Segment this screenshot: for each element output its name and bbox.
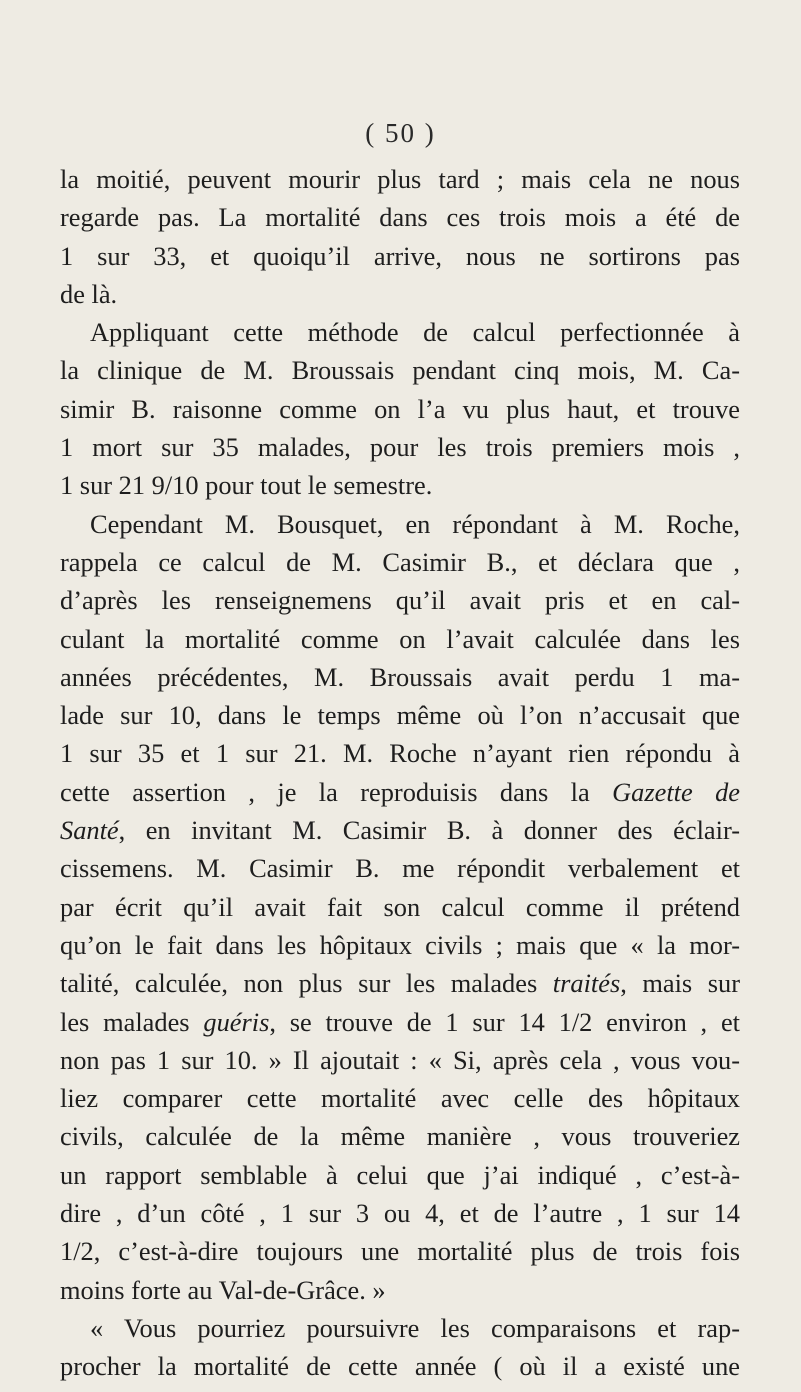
text-line xyxy=(60,505,740,543)
text-segment: , en invitant M. Casimir B. à donner des éclair- xyxy=(118,815,740,846)
text-line xyxy=(60,620,740,658)
text-segment: 1 mort sur 35 malades, pour les trois premiers mois , xyxy=(60,432,740,463)
text-segment: regarde pas. La mortalité dans ces trois mois a été de xyxy=(60,202,740,233)
text-segment: 1 sur 33, et quoiqu’il arrive, nous ne sortirons pas xyxy=(60,240,740,271)
text-line xyxy=(60,390,740,428)
italic-text: guéris xyxy=(203,1006,270,1037)
text-line xyxy=(60,811,740,849)
text-line xyxy=(60,926,740,964)
text-line xyxy=(60,198,740,236)
text-segment: un rapport semblable à celui que j’ai indiqué , c’est-à- xyxy=(60,1159,740,1190)
text-line xyxy=(60,1041,740,1079)
text-line xyxy=(60,313,740,351)
text-segment: non pas 1 sur 10. » Il ajoutait : « Si, après cela , vous vou- xyxy=(60,1044,740,1075)
italic-text: Gazette de xyxy=(612,776,741,807)
text-segment: qu’on le fait dans les hôpitaux civils ; mais que « la mor- xyxy=(60,929,740,960)
text-line xyxy=(60,849,740,887)
text-line xyxy=(60,1309,740,1347)
text-line xyxy=(60,696,740,734)
italic-text: Santé xyxy=(60,815,119,846)
text-segment: cissemens. M. Casimir B. me répondit verbalement et xyxy=(60,853,740,884)
text-segment: années précédentes, M. Broussais avait perdu 1 ma- xyxy=(60,661,740,692)
text-segment: la clinique de M. Broussais pendant cinq mois, M. Ca- xyxy=(60,355,740,386)
page-number: ( 50 ) xyxy=(365,118,436,148)
text-segment: la moitié, peuvent mourir plus tard ; mais cela ne nous xyxy=(60,164,740,194)
text-segment: lade sur 10, dans le temps même où l’on n’accusait que xyxy=(60,700,740,731)
text-segment: , mais sur xyxy=(620,968,740,999)
text-segment: cette assertion , je la reproduisis dans la xyxy=(60,776,613,807)
text-segment: moins forte au Val-de-Grâce. » xyxy=(60,1274,386,1305)
text-line xyxy=(60,428,740,466)
text-segment: 1 sur 35 et 1 sur 21. M. Roche n’ayant rien répondu à xyxy=(60,738,740,769)
body-text xyxy=(60,160,740,1386)
text-line xyxy=(60,964,740,1002)
text-segment: , se trouve de 1 sur 14 1/2 environ , et xyxy=(269,1006,740,1037)
text-segment: rappela ce calcul de M. Casimir B., et déclara que , xyxy=(60,546,740,577)
text-segment: les malades xyxy=(60,1006,204,1037)
text-segment: « Vous pourriez poursuivre les comparaisons et rap- xyxy=(90,1312,740,1343)
text-line xyxy=(60,1079,740,1117)
text-segment: Appliquant cette méthode de calcul perfectionnée à xyxy=(90,317,740,348)
text-line xyxy=(60,1117,740,1155)
text-line xyxy=(60,543,740,581)
text-line xyxy=(60,1271,740,1309)
text-line xyxy=(60,581,740,619)
text-line xyxy=(60,160,740,198)
text-segment: dire , d’un côté , 1 sur 3 ou 4, et de l’autre , 1 sur 14 xyxy=(60,1198,740,1229)
text-segment: civils, calculée de la même manière , vous trouveriez xyxy=(60,1121,740,1152)
text-segment: 1/2, c’est-à-dire toujours une mortalité plus de trois fois xyxy=(60,1236,740,1267)
text-segment: par écrit qu’il avait fait son calcul comme il prétend xyxy=(60,891,740,922)
text-line xyxy=(60,351,740,389)
text-line xyxy=(60,1156,740,1194)
text-segment: Cependant M. Bousquet, en répondant à M. Roche, xyxy=(90,508,740,539)
text-line xyxy=(60,1232,740,1270)
text-segment: talité, calculée, non plus sur les malades xyxy=(60,968,553,999)
text-segment: culant la mortalité comme on l’avait calculée dans les xyxy=(60,623,740,654)
text-line xyxy=(60,466,740,504)
text-line xyxy=(60,275,740,313)
text-line xyxy=(60,658,740,696)
text-line xyxy=(60,1194,740,1232)
text-segment: de là. xyxy=(60,278,118,309)
italic-text: traités xyxy=(552,968,621,999)
text-line xyxy=(60,1347,740,1385)
text-segment: procher la mortalité de cette année ( où il a existé une xyxy=(60,1351,740,1382)
text-line xyxy=(60,1003,740,1041)
text-line xyxy=(60,888,740,926)
text-segment: simir B. raisonne comme on l’a vu plus haut, et trouve xyxy=(60,393,740,424)
text-segment: liez comparer cette mortalité avec celle des hôpitaux xyxy=(60,1083,740,1114)
text-line xyxy=(60,237,740,275)
text-line xyxy=(60,773,740,811)
text-line xyxy=(60,734,740,772)
text-segment: d’après les renseignemens qu’il avait pris et en cal- xyxy=(60,585,740,616)
text-segment: 1 sur 21 9/10 pour tout le semestre. xyxy=(60,470,433,501)
